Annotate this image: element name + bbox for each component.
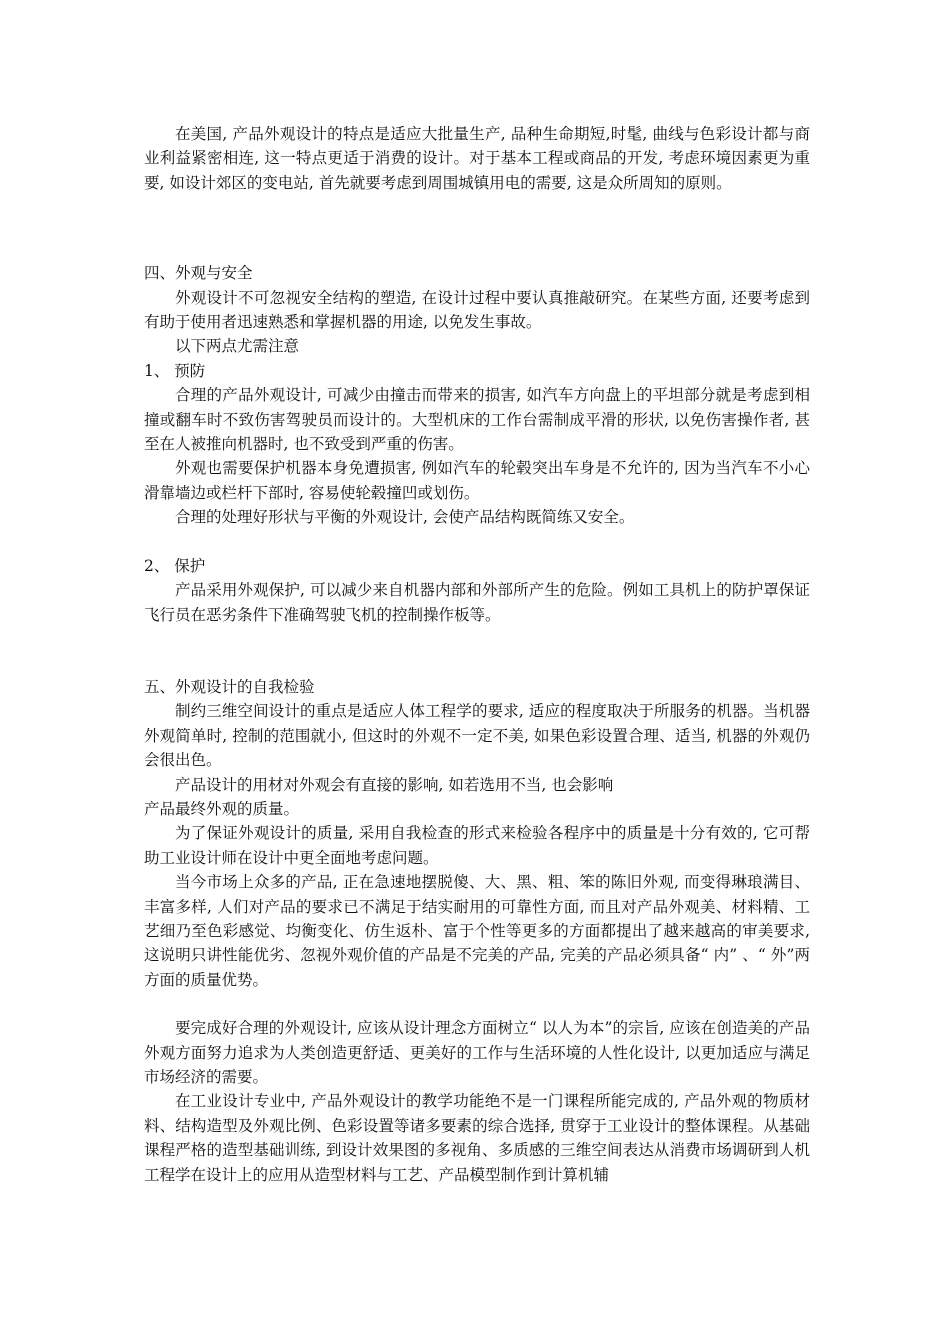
section-5-heading: 五、外观设计的自我检验: [144, 677, 315, 696]
item-1-title: 1、 预防: [144, 361, 206, 380]
section-4-heading: 四、外观与安全: [144, 264, 253, 283]
spacer: [144, 627, 810, 675]
section-5-paragraph-2-line-1: 产品设计的用材对外观会有直接的影响, 如若选用不当, 也会影响: [175, 775, 614, 794]
item-1-paragraph-2: 外观也需要保护机器本身免遭损害, 例如汽车的轮毂突出车身是不允许的, 因为当汽车不小心滑靠墙边或栏杆下部时, 容易使轮毂撞凹或划伤。: [144, 459, 810, 502]
item-2-title: 2、 保护: [144, 556, 206, 575]
section-5-paragraph-5: 要完成好合理的外观设计, 应该从设计理念方面树立“ 以人为本”的宗旨, 应该在创造美的产品外观方面努力追求为人类创造更舒适、更美好的工作与生活环境的人性化设计, 以更加适应与满足市场经济的需要。: [144, 1019, 810, 1086]
document-page: [144, 122, 810, 1187]
section-5-paragraph-2-line-2: 产品最终外观的质量。: [144, 799, 300, 818]
section-4-intro: 外观设计不可忽视安全结构的塑造, 在设计过程中要认真推敲研究。在某些方面, 还要考虑到有助于使用者迅速熟悉和掌握机器的用途, 以免发生事故。: [144, 288, 810, 332]
item-1-paragraph-3: 合理的处理好形状与平衡的外观设计, 会使产品结构既简练又安全。: [175, 508, 635, 527]
spacer: [144, 992, 810, 1016]
item-1-paragraph-1: 合理的产品外观设计, 可减少由撞击而带来的损害, 如汽车方向盘上的平坦部分就是考虑到相撞或翻车时不致伤害驾驶员而设计的。大型机床的工作台需制成平滑的形状, 以免伤害操作者, 甚至在人被推向机器时, 也不致受到严重的伤害。: [144, 386, 810, 454]
item-2-paragraph-1: 产品采用外观保护, 可以减少来自机器内部和外部所产生的危险。例如工具机上的防护罩保证飞行员在恶劣条件下准确驾驶飞机的控制操作板等。: [144, 581, 810, 624]
section-4-note: 以下两点尤需注意: [175, 337, 300, 356]
section-5-paragraph-4: 当今市场上众多的产品, 正在急速地摆脱傻、大、黑、粗、笨的陈旧外观, 而变得琳琅满目、丰富多样, 人们对产品的要求已不满足于结实耐用的可靠性方面, 而且对产品外观美、材料精、工艺细乃至色彩感觉、均衡变化、仿生返朴、富于个性等更多的方面都提出了越来越高的审美要求, 这说明只讲性能优劣、忽视外观价值的产品是不完美的产品, 完美的产品必须具备“ 内” 、“ 外”两方面的质量优势。: [144, 873, 810, 989]
spacer: [144, 195, 810, 243]
paragraph-usa-design: 在美国, 产品外观设计的特点是适应大批量生产, 品种生命期短,时髦, 曲线与色彩设计都与商业利益紧密相连, 这一特点更适于消费的设计。对于基本工程或商品的开发, 考虑环境因素更为重要, 如设计郊区的变电站, 首先就要考虑到周围城镇用电的需要, 这是众所周知的原则。: [144, 125, 810, 192]
spacer: [144, 530, 810, 554]
section-5-paragraph-6: 在工业设计专业中, 产品外观设计的教学功能绝不是一门课程所能完成的, 产品外观的物质材料、结构造型及外观比例、色彩设置等诸多要素的综合选择, 贯穿于工业设计的整体课程。从基础课程严格的造型基础训练, 到设计效果图的多视角、多质感的三维空间表达从消费市场调研到人机工程学在设计上的应用从造型材料与工艺、产品模型制作到计算机辅: [144, 1092, 810, 1184]
section-5-paragraph-1: 制约三维空间设计的重点是适应人体工程学的要求, 适应的程度取决于所服务的机器。当机器外观简单时, 控制的范围就小, 但这时的外观不一定不美, 如果色彩设置合理、适当, 机器的外观仍会很出色。: [144, 702, 810, 770]
section-5-paragraph-3: 为了保证外观设计的质量, 采用自我检查的形式来检验各程序中的质量是十分有效的, 它可帮助工业设计师在设计中更全面地考虑问题。: [144, 824, 810, 867]
spacer: [144, 243, 810, 261]
